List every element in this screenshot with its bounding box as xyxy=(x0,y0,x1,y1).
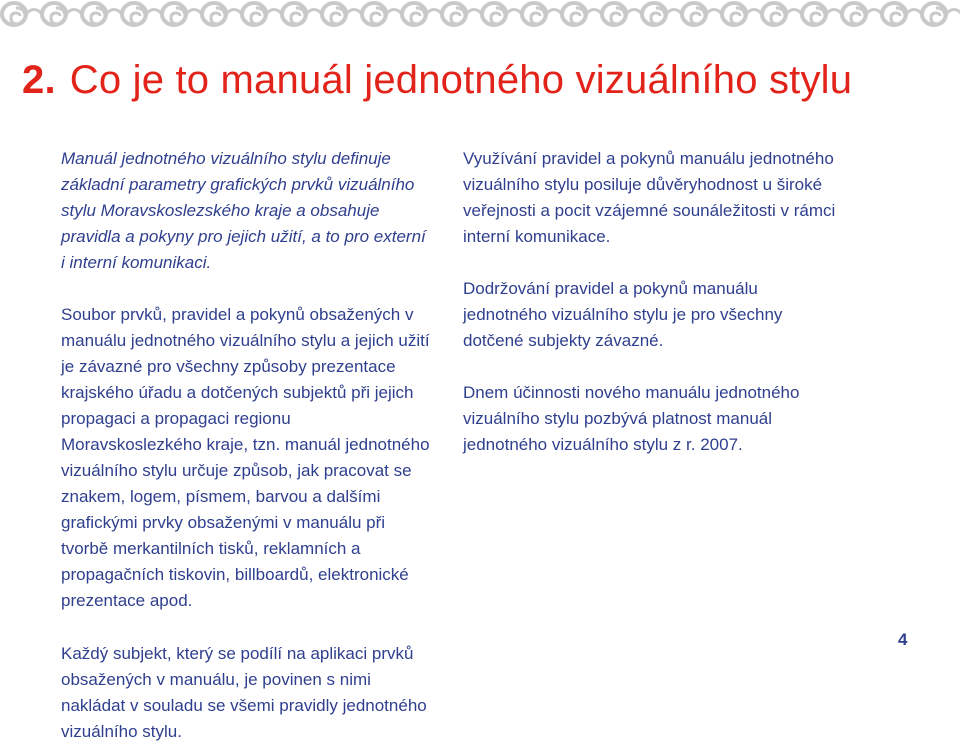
pattern-motif xyxy=(402,3,442,25)
pattern-motif xyxy=(122,3,162,25)
responsibility-paragraph: Každý subjekt, který se podílí na aplikaci prvků obsažených v manuálu, je povinen s nimi nakládat v souladu se všemi pravidly jednotného vizuálního stylu. xyxy=(61,644,427,741)
trust-paragraph: Využívání pravidel a pokynů manuálu jednotného vizuálního stylu posiluje důvěryhodnost u široké veřejnosti a pocit vzájemné sounáležitosti v rámci interní komunikace. xyxy=(463,149,836,246)
obligation-paragraph: Dodržování pravidel a pokynů manuálu jednotného vizuálního stylu je pro všechny dotčené subjekty závazné. xyxy=(463,279,783,350)
scope-paragraph: Soubor prvků, pravidel a pokynů obsažených v manuálu jednotného vizuálního stylu a jejich užití je závazné pro všechny způsoby prezentace krajského úřadu a dotčených subjektů při jejich propagaci a propagaci regionu Moravskoslezkého kraje, tzn. manuál jednotného vizuálního stylu určuje způsob, jak pracovat se znakem, logem, písmem, barvou a dalšími grafickými prvky obsaženými v manuálu při tvorbě merkantilních tisků, reklamních a propagačních tiskovin, billboardů, elektronické prezentace apod. xyxy=(61,305,430,610)
decorative-loop-pattern xyxy=(0,0,960,30)
pattern-motif xyxy=(802,3,842,25)
pattern-motif xyxy=(162,3,202,25)
pattern-motif xyxy=(82,3,122,25)
pattern-motif xyxy=(282,3,322,25)
pattern-motif xyxy=(642,3,682,25)
pattern-motif xyxy=(922,3,960,25)
pattern-motif xyxy=(842,3,882,25)
pattern-motif xyxy=(442,3,482,25)
chapter-number: 2. xyxy=(22,58,56,102)
page-title xyxy=(22,56,852,104)
page-number: 4 xyxy=(898,630,908,649)
pattern-motif xyxy=(562,3,602,25)
pattern-motif xyxy=(2,3,42,25)
left-text-column xyxy=(61,146,433,614)
decorative-pattern-band xyxy=(0,0,960,30)
pattern-motif xyxy=(322,3,362,25)
pattern-motif xyxy=(202,3,242,25)
pattern-motif xyxy=(682,3,722,25)
right-text-column xyxy=(463,146,843,458)
pattern-motif xyxy=(42,3,82,25)
pattern-motif xyxy=(242,3,282,25)
chapter-title: Co je to manuál jednotného vizuálního stylu xyxy=(69,58,853,102)
pattern-motif xyxy=(522,3,562,25)
pattern-motif xyxy=(762,3,802,25)
validity-paragraph: Dnem účinnosti nového manuálu jednotného vizuálního stylu pozbývá platnost manuál jednotného vizuálního stylu z r. 2007. xyxy=(463,383,800,454)
pattern-motif xyxy=(362,3,402,25)
intro-paragraph: Manuál jednotného vizuálního stylu definuje základní parametry grafických prvků vizuálního stylu Moravskoslezského kraje a obsahuje pravidla a pokyny pro jejich užití, a to pro externí i interní komunikaci. xyxy=(61,149,426,272)
pattern-motif xyxy=(722,3,762,25)
pattern-motif xyxy=(482,3,522,25)
pattern-motif xyxy=(602,3,642,25)
pattern-motif xyxy=(882,3,922,25)
